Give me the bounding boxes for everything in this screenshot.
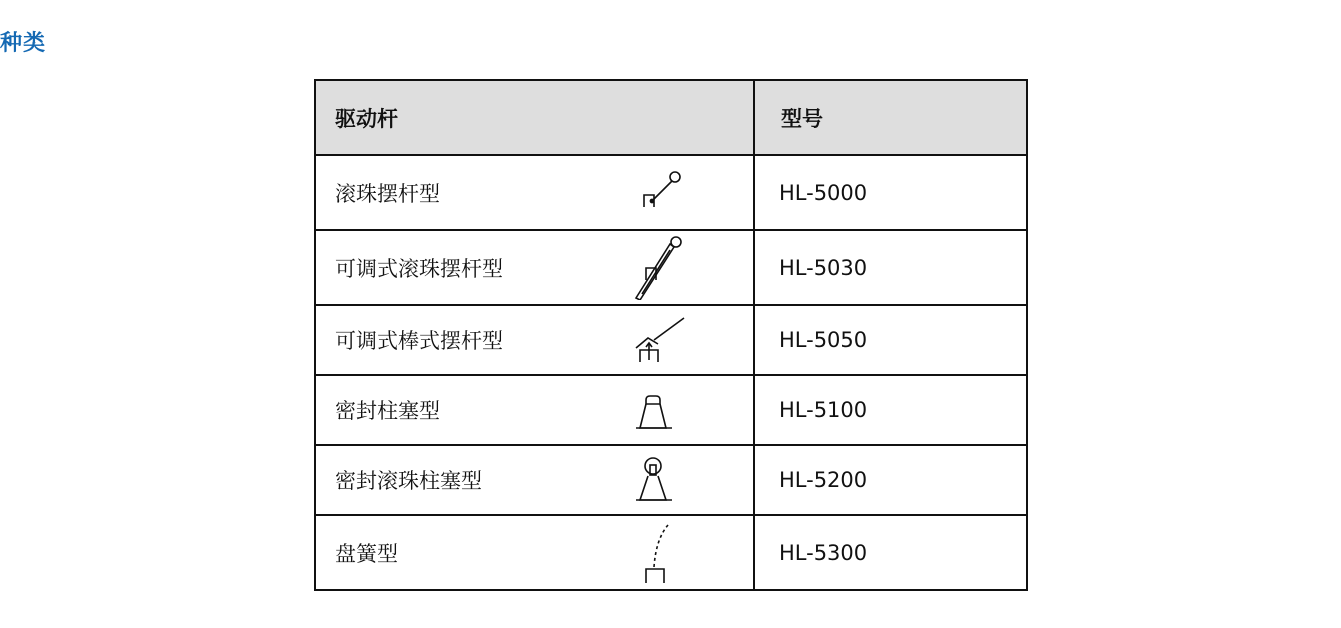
drive-label: 密封滚珠柱塞型 [335, 469, 482, 493]
sealed-roller-plunger-icon [632, 448, 688, 512]
table-row [315, 515, 1027, 590]
roller-lever-icon [632, 161, 688, 225]
table-row [315, 155, 1027, 230]
adjustable-roller-lever-icon [632, 236, 688, 300]
drive-cell [315, 305, 754, 375]
header-model: 型号 [754, 80, 1027, 155]
drive-label: 盘簧型 [335, 541, 398, 566]
types-table [314, 79, 1028, 591]
model-cell: HL-5200 [754, 445, 1027, 515]
drive-label: 密封柱塞型 [335, 399, 440, 423]
drive-cell [315, 155, 754, 230]
model-cell: HL-5300 [754, 515, 1027, 590]
drive-cell [315, 230, 754, 305]
coil-spring-icon [632, 521, 688, 585]
model-cell: HL-5000 [754, 155, 1027, 230]
table-row [315, 445, 1027, 515]
table-row [315, 375, 1027, 445]
drive-cell [315, 515, 754, 590]
table-row [315, 305, 1027, 375]
drive-cell [315, 445, 754, 515]
header-drive: 驱动杆 [315, 80, 754, 155]
table-header-row [315, 80, 1027, 155]
adjustable-rod-lever-icon [632, 308, 688, 372]
table-row [315, 230, 1027, 305]
model-cell: HL-5100 [754, 375, 1027, 445]
model-cell: HL-5050 [754, 305, 1027, 375]
drive-cell [315, 375, 754, 445]
sealed-plunger-icon [632, 378, 688, 442]
model-cell: HL-5030 [754, 230, 1027, 305]
drive-label: 可调式滚珠摆杆型 [335, 256, 503, 281]
drive-label: 可调式棒式摆杆型 [335, 329, 503, 353]
drive-label: 滚珠摆杆型 [335, 181, 440, 206]
section-title: 种类 [0, 31, 47, 56]
